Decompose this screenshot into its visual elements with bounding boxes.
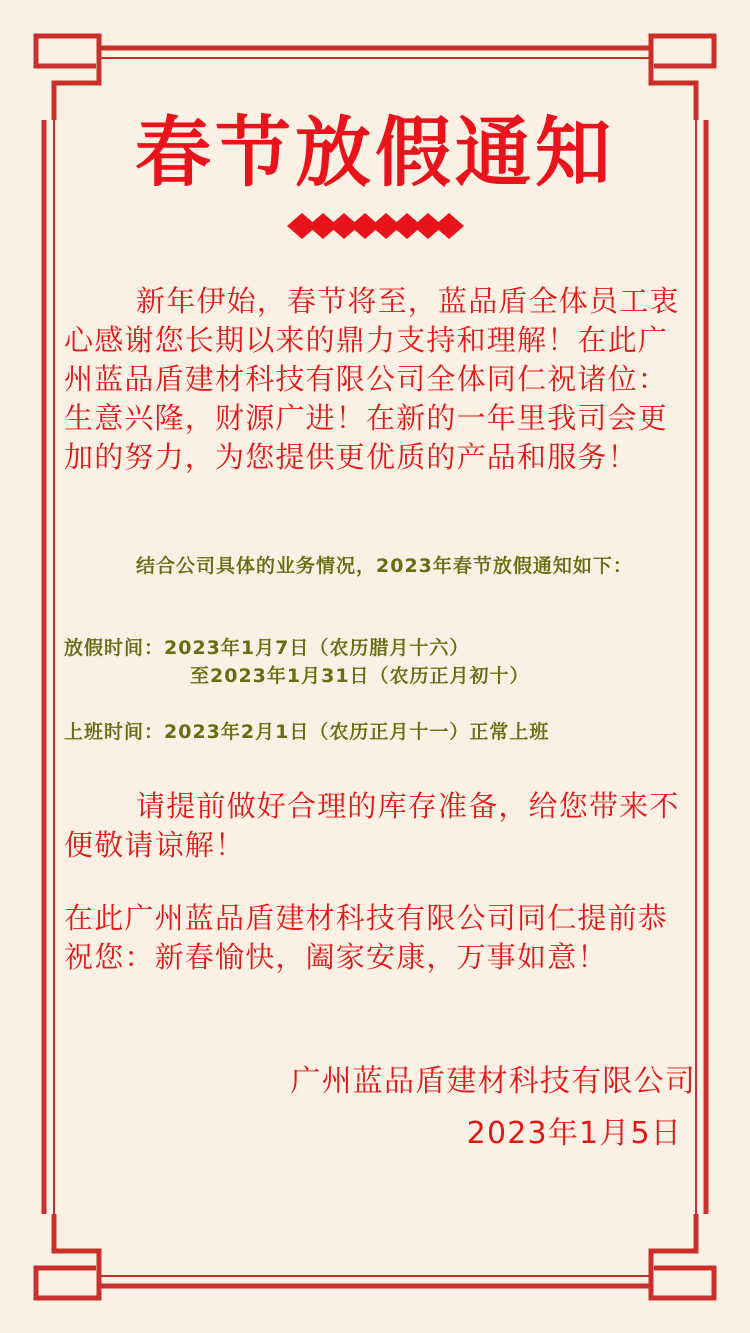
intro-text: 新年伊始，春节将至，蓝品盾全体员工衷心感谢您长期以来的鼎力支持和理解！在此广州蓝品盾建材科技有限公司全体同仁祝诸位：生意兴隆，财源广进！在新的一年里我司会更加的努力，为您提供更优质的产品和服务！: [64, 284, 680, 474]
work-schedule: [64, 718, 704, 746]
lead-in-text: 结合公司具体的业务情况，2023年春节放假通知如下：: [136, 555, 633, 577]
holiday-schedule: [64, 634, 704, 662]
reminder-paragraph: [64, 787, 696, 865]
page-title: 春节放假通知: [135, 108, 615, 197]
holiday-from: 2023年1月7日（农历腊月十六）: [164, 637, 470, 659]
chinese-fret-corner-icon: [651, 1214, 714, 1298]
work-date: 2023年2月1日（农历正月十一）正常上班: [164, 721, 550, 743]
holiday-to: 至2023年1月31日（农历正月初十）: [190, 665, 530, 687]
company-signature: 广州蓝品盾建材科技有限公司: [290, 1064, 696, 1099]
work-label: 上班时间：: [64, 721, 165, 743]
lead-in-paragraph: [64, 552, 704, 580]
holiday-to-line: [190, 662, 710, 690]
holiday-label: 放假时间：: [64, 637, 165, 659]
wishes-text: 在此广州蓝品盾建材科技有限公司同仁提前恭祝您：新春愉快，阖家安康，万事如意！: [64, 901, 669, 974]
chinese-fret-corner-icon: [36, 1214, 99, 1298]
reminder-text: 请提前做好合理的库存准备，给您带来不便敬请谅解！: [64, 789, 680, 862]
diamond-divider-icon: [287, 211, 467, 241]
intro-paragraph: [64, 282, 696, 477]
notice-date: 2023年1月5日: [466, 1116, 682, 1151]
wishes-paragraph: [64, 899, 696, 977]
